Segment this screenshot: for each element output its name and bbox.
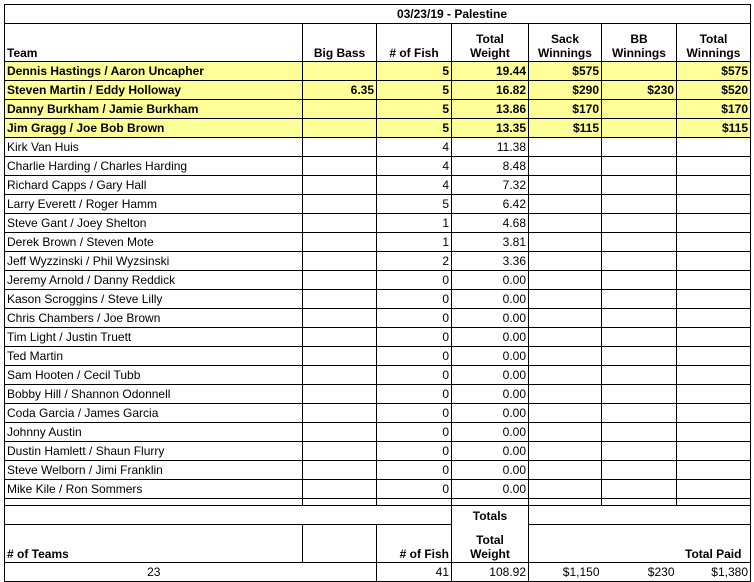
team-name-cell: Larry Everett / Roger Hamm	[5, 195, 303, 214]
bb-winnings-cell	[602, 328, 677, 347]
total-weight-cell: 16.82	[452, 81, 529, 100]
fish-count-cell: 0	[377, 461, 452, 480]
table-row	[5, 233, 751, 252]
table-row	[5, 461, 751, 480]
header-sack-line2: Winnings	[538, 46, 592, 60]
bb-winnings-cell	[602, 442, 677, 461]
totals-label: Totals	[452, 506, 529, 525]
total-weight-cell: 13.86	[452, 100, 529, 119]
fish-count-cell: 0	[377, 290, 452, 309]
table-row	[5, 176, 751, 195]
team-name-cell: Jim Gragg / Joe Bob Brown	[5, 119, 303, 138]
team-name-cell: Johnny Austin	[5, 423, 303, 442]
big-bass-cell	[303, 347, 377, 366]
total-winnings-cell	[677, 290, 751, 309]
total-weight-cell: 0.00	[452, 347, 529, 366]
total-winnings-cell: $115	[677, 119, 751, 138]
bb-winnings-cell	[602, 157, 677, 176]
table-row	[5, 347, 751, 366]
fish-count-cell: 1	[377, 233, 452, 252]
bb-winnings-cell	[602, 119, 677, 138]
total-weight-cell: 11.38	[452, 138, 529, 157]
team-name-cell: Ted Martin	[5, 347, 303, 366]
sack-winnings-cell: $170	[529, 100, 602, 119]
bb-winnings-cell	[602, 385, 677, 404]
spacer-row	[5, 499, 751, 506]
table-row	[5, 442, 751, 461]
total-winnings-cell	[677, 423, 751, 442]
team-name-cell: Charlie Harding / Charles Harding	[5, 157, 303, 176]
fish-count-cell: 0	[377, 480, 452, 499]
big-bass-cell	[303, 461, 377, 480]
table-row	[5, 119, 751, 138]
team-name-cell: Mike Kile / Ron Sommers	[5, 480, 303, 499]
header-team: Team	[5, 24, 303, 62]
table-row	[5, 195, 751, 214]
big-bass-cell	[303, 119, 377, 138]
fish-count-cell: 4	[377, 176, 452, 195]
header-sack-winnings	[529, 24, 602, 62]
total-winnings-cell	[677, 404, 751, 423]
big-bass-cell	[303, 62, 377, 81]
fish-count-cell: 0	[377, 347, 452, 366]
fish-count-cell: 0	[377, 385, 452, 404]
title-row	[5, 5, 751, 24]
sack-winnings-cell: $575	[529, 62, 602, 81]
sack-winnings-cell	[529, 347, 602, 366]
fish-count-cell: 4	[377, 138, 452, 157]
total-weight-cell: 4.68	[452, 214, 529, 233]
bb-winnings-cell	[602, 252, 677, 271]
big-bass-cell	[303, 404, 377, 423]
totals-label-row	[5, 506, 751, 525]
big-bass-cell	[303, 176, 377, 195]
header-total-weight-line2: Weight	[470, 46, 510, 60]
weight-total-label	[452, 525, 529, 563]
sack-winnings-cell: $290	[529, 81, 602, 100]
fish-count-cell: 1	[377, 214, 452, 233]
big-bass-cell	[303, 290, 377, 309]
total-weight-cell: 0.00	[452, 290, 529, 309]
team-name-cell: Steve Gant / Joey Shelton	[5, 214, 303, 233]
total-winnings-cell: $575	[677, 62, 751, 81]
team-name-cell: Danny Burkham / Jamie Burkham	[5, 100, 303, 119]
big-bass-cell	[303, 195, 377, 214]
total-weight-cell: 8.48	[452, 157, 529, 176]
big-bass-cell	[303, 138, 377, 157]
table-row	[5, 157, 751, 176]
total-winnings-cell	[677, 214, 751, 233]
header-big-bass: Big Bass	[303, 24, 377, 62]
sack-total-value: $1,150	[529, 563, 602, 582]
header-num-fish: # of Fish	[377, 24, 452, 62]
table-row	[5, 328, 751, 347]
fish-total-value: 41	[377, 563, 452, 582]
sheet-title: 03/23/19 - Palestine	[303, 5, 602, 24]
total-weight-cell: 0.00	[452, 309, 529, 328]
total-weight-cell: 0.00	[452, 404, 529, 423]
header-total-winnings	[677, 24, 751, 62]
bb-winnings-cell	[602, 461, 677, 480]
team-name-cell: Derek Brown / Steven Mote	[5, 233, 303, 252]
bb-winnings-cell	[602, 404, 677, 423]
bb-winnings-cell	[602, 195, 677, 214]
team-name-cell: Kason Scroggins / Steve Lilly	[5, 290, 303, 309]
fish-count-cell: 5	[377, 62, 452, 81]
team-name-cell: Richard Capps / Gary Hall	[5, 176, 303, 195]
total-winnings-cell: $520	[677, 81, 751, 100]
table-row	[5, 290, 751, 309]
total-winnings-cell	[677, 328, 751, 347]
total-weight-cell: 0.00	[452, 442, 529, 461]
total-weight-cell: 0.00	[452, 271, 529, 290]
sack-winnings-cell	[529, 309, 602, 328]
weight-total-label-line1: Total	[476, 533, 504, 547]
paid-total-value: $1,380	[677, 563, 751, 582]
fish-count-cell: 2	[377, 252, 452, 271]
big-bass-cell	[303, 366, 377, 385]
table-row	[5, 366, 751, 385]
header-total-win-line2: Winnings	[686, 46, 741, 60]
big-bass-cell	[303, 214, 377, 233]
fish-count-cell: 0	[377, 366, 452, 385]
fish-count-cell: 0	[377, 271, 452, 290]
header-total-weight	[452, 24, 529, 62]
total-winnings-cell: $170	[677, 100, 751, 119]
sack-winnings-cell	[529, 290, 602, 309]
sack-winnings-cell	[529, 233, 602, 252]
bb-winnings-cell: $230	[602, 81, 677, 100]
table-row	[5, 404, 751, 423]
sack-winnings-cell	[529, 176, 602, 195]
sack-winnings-cell	[529, 195, 602, 214]
table-row	[5, 309, 751, 328]
fish-count-cell: 0	[377, 442, 452, 461]
title-spacer	[5, 5, 303, 24]
fish-count-cell: 5	[377, 195, 452, 214]
sack-winnings-cell	[529, 442, 602, 461]
total-paid-label: Total Paid	[677, 525, 751, 563]
sack-winnings-cell	[529, 385, 602, 404]
fish-count-cell: 0	[377, 328, 452, 347]
team-name-cell: Dennis Hastings / Aaron Uncapher	[5, 62, 303, 81]
sack-winnings-cell	[529, 271, 602, 290]
table-row	[5, 138, 751, 157]
sack-winnings-cell	[529, 328, 602, 347]
header-total-win-line1: Total	[699, 32, 728, 46]
bb-winnings-cell	[602, 176, 677, 195]
total-weight-cell: 7.32	[452, 176, 529, 195]
total-weight-cell: 0.00	[452, 480, 529, 499]
team-name-cell: Dustin Hamlett / Shaun Flurry	[5, 442, 303, 461]
total-weight-cell: 13.35	[452, 119, 529, 138]
header-row	[5, 24, 751, 62]
bb-winnings-cell	[602, 214, 677, 233]
teams-count-value: 23	[5, 563, 303, 582]
totals-header-row	[5, 525, 751, 563]
total-winnings-cell	[677, 271, 751, 290]
sack-winnings-cell	[529, 480, 602, 499]
bb-total-value: $230	[602, 563, 677, 582]
total-winnings-cell	[677, 461, 751, 480]
total-weight-cell: 6.42	[452, 195, 529, 214]
fish-count-cell: 4	[377, 157, 452, 176]
total-winnings-cell	[677, 157, 751, 176]
table-row	[5, 385, 751, 404]
total-winnings-cell	[677, 480, 751, 499]
header-bb-line1: BB	[630, 32, 648, 46]
total-weight-cell: 3.81	[452, 233, 529, 252]
fish-count-cell: 5	[377, 100, 452, 119]
sack-winnings-cell	[529, 461, 602, 480]
table-row	[5, 480, 751, 499]
bb-winnings-cell	[602, 62, 677, 81]
sack-winnings-cell	[529, 366, 602, 385]
table-row	[5, 62, 751, 81]
total-weight-cell: 0.00	[452, 461, 529, 480]
total-weight-cell: 0.00	[452, 423, 529, 442]
table-row	[5, 100, 751, 119]
header-bb-winnings	[602, 24, 677, 62]
table-row	[5, 423, 751, 442]
table-row	[5, 81, 751, 100]
team-name-cell: Jeremy Arnold / Danny Reddick	[5, 271, 303, 290]
sack-winnings-cell	[529, 138, 602, 157]
total-weight-cell: 19.44	[452, 62, 529, 81]
big-bass-cell	[303, 442, 377, 461]
team-name-cell: Steven Martin / Eddy Holloway	[5, 81, 303, 100]
bb-winnings-cell	[602, 366, 677, 385]
header-bb-line2: Winnings	[612, 46, 666, 60]
fish-count-cell: 0	[377, 423, 452, 442]
big-bass-cell	[303, 271, 377, 290]
fish-total-label: # of Fish	[377, 525, 452, 563]
fish-count-cell: 5	[377, 119, 452, 138]
total-winnings-cell	[677, 442, 751, 461]
team-name-cell: Steve Welborn / Jimi Franklin	[5, 461, 303, 480]
big-bass-cell	[303, 385, 377, 404]
bb-winnings-cell	[602, 480, 677, 499]
total-weight-cell: 0.00	[452, 366, 529, 385]
sack-winnings-cell: $115	[529, 119, 602, 138]
big-bass-cell	[303, 252, 377, 271]
total-winnings-cell	[677, 309, 751, 328]
bb-winnings-cell	[602, 271, 677, 290]
sack-winnings-cell	[529, 252, 602, 271]
team-name-cell: Sam Hooten / Cecil Tubb	[5, 366, 303, 385]
total-weight-cell: 0.00	[452, 328, 529, 347]
big-bass-cell	[303, 157, 377, 176]
total-winnings-cell	[677, 366, 751, 385]
team-name-cell: Bobby Hill / Shannon Odonnell	[5, 385, 303, 404]
weight-total-value: 108.92	[452, 563, 529, 582]
big-bass-cell: 6.35	[303, 81, 377, 100]
table-row	[5, 252, 751, 271]
big-bass-cell	[303, 233, 377, 252]
results-table	[4, 4, 751, 582]
sack-winnings-cell	[529, 214, 602, 233]
total-winnings-cell	[677, 138, 751, 157]
sack-winnings-cell	[529, 404, 602, 423]
table-row	[5, 271, 751, 290]
big-bass-cell	[303, 100, 377, 119]
total-weight-cell: 0.00	[452, 385, 529, 404]
fish-count-cell: 0	[377, 309, 452, 328]
team-name-cell: Jeff Wyzzinski / Phil Wyzsinski	[5, 252, 303, 271]
team-name-cell: Coda Garcia / James Garcia	[5, 404, 303, 423]
title-spacer	[677, 5, 751, 24]
big-bass-cell	[303, 480, 377, 499]
total-winnings-cell	[677, 195, 751, 214]
sack-winnings-cell	[529, 157, 602, 176]
total-weight-cell: 3.36	[452, 252, 529, 271]
header-sack-line1: Sack	[550, 32, 580, 46]
bb-winnings-cell	[602, 290, 677, 309]
bb-winnings-cell	[602, 347, 677, 366]
weight-total-label-line2: Weight	[470, 547, 510, 561]
total-winnings-cell	[677, 233, 751, 252]
bb-winnings-cell	[602, 100, 677, 119]
big-bass-cell	[303, 423, 377, 442]
title-spacer	[602, 5, 677, 24]
team-name-cell: Tim Light / Justin Truett	[5, 328, 303, 347]
sack-winnings-cell	[529, 423, 602, 442]
bb-winnings-cell	[602, 309, 677, 328]
total-winnings-cell	[677, 252, 751, 271]
bb-winnings-cell	[602, 138, 677, 157]
fish-count-cell: 0	[377, 404, 452, 423]
team-name-cell: Kirk Van Huis	[5, 138, 303, 157]
bb-winnings-cell	[602, 233, 677, 252]
total-winnings-cell	[677, 347, 751, 366]
teams-count-label: # of Teams	[5, 525, 303, 563]
fish-count-cell: 5	[377, 81, 452, 100]
total-winnings-cell	[677, 176, 751, 195]
total-winnings-cell	[677, 385, 751, 404]
totals-values-row	[5, 563, 751, 582]
big-bass-cell	[303, 309, 377, 328]
big-bass-cell	[303, 328, 377, 347]
bb-winnings-cell	[602, 423, 677, 442]
team-name-cell: Chris Chambers / Joe Brown	[5, 309, 303, 328]
header-total-weight-line1: Total	[476, 32, 504, 46]
table-row	[5, 214, 751, 233]
